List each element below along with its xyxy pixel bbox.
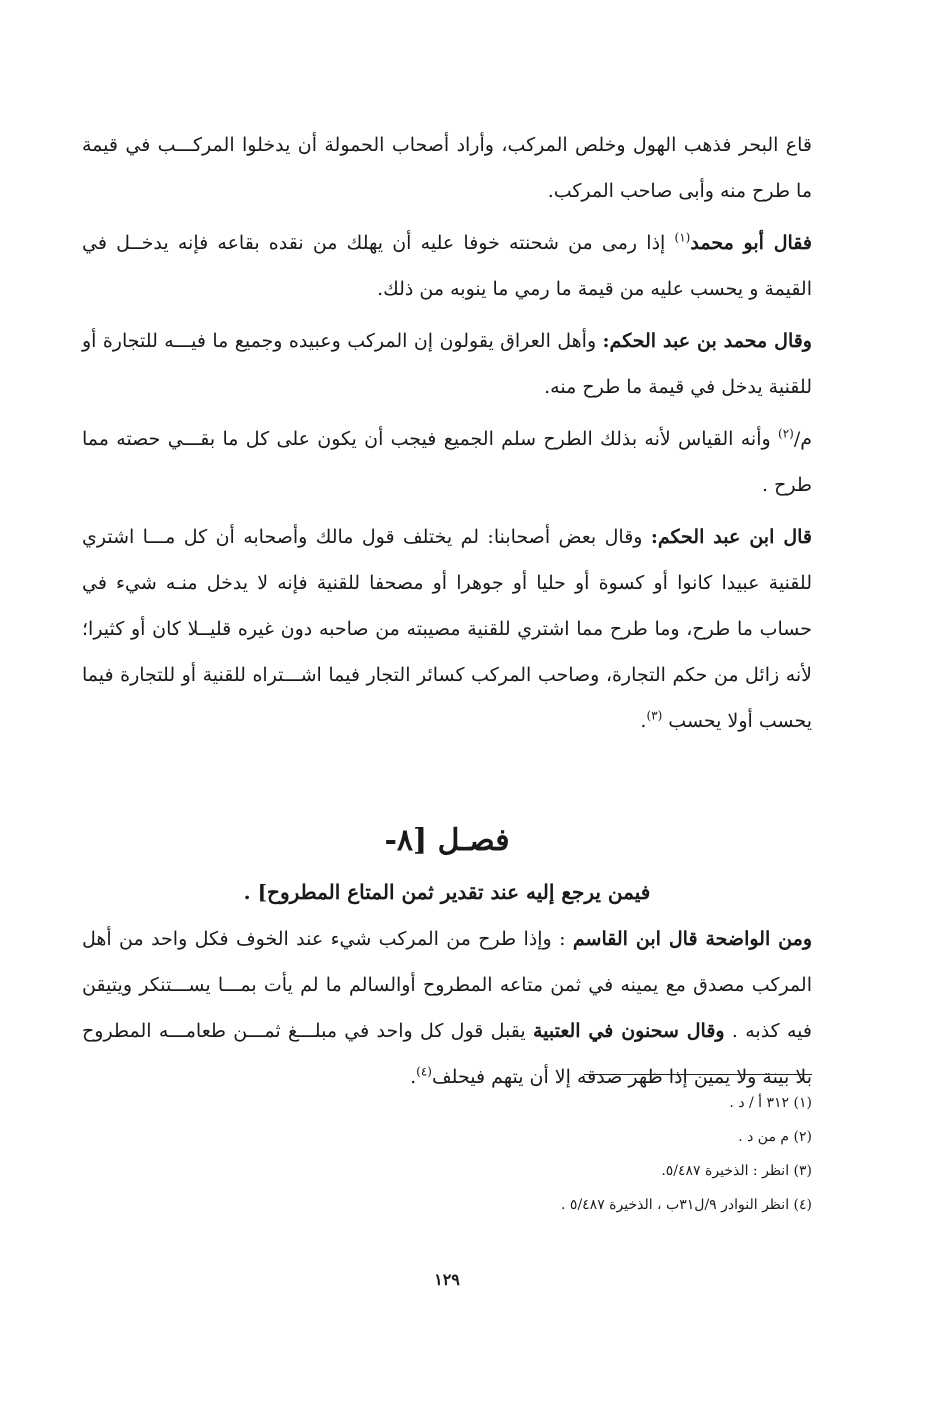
paragraph-5-lead: قال ابن عبد الحكم:	[650, 526, 812, 548]
paragraph-6-text-2: يقبل قول كل واحد في مبلـــغ ثمـــن طعامـــه المطروح بلا بينة ولا يمين إذا ظهر صدقه إلا أن يتهم فيحلف	[82, 1020, 812, 1088]
footnote-4: (٤) انظر النوادر ٩/ل٣١ب ، الذخيرة ٥/٤٨٧ .	[561, 1197, 812, 1213]
paragraph-3	[82, 318, 812, 410]
footnote-2: (٢) م من د .	[738, 1129, 812, 1145]
footnote-ref-1: (١)	[674, 230, 691, 245]
footnote-1: (١) ٣١٢ أ / د .	[729, 1095, 812, 1111]
footnote-ref-3: (٣)	[646, 708, 663, 723]
paragraph-4-lead: م/	[793, 428, 812, 450]
section-subtitle: فيمن يرجع إليه عند تقدير ثمن المتاع المطروح] .	[243, 880, 651, 904]
paragraph-5	[82, 514, 812, 744]
paragraph-4	[82, 416, 812, 508]
footnote-3: (٣) انظر : الذخيرة ٥/٤٨٧.	[661, 1163, 812, 1179]
paragraph-6-tail: .	[410, 1066, 417, 1088]
footnote-ref-4: (٤)	[416, 1064, 432, 1079]
paragraph-6	[82, 916, 812, 1100]
section-gap	[82, 750, 812, 790]
page	[82, 122, 812, 1403]
paragraph-1-text: قاع البحر فذهب الهول وخلص المركب، وأراد أصحاب الحمولة أن يدخلوا المركـــب في قيمة ما طرح منه وأبى صاحب المركب.	[82, 134, 812, 202]
paragraph-5-text: وقال بعض أصحابنا: لم يختلف قول مالك وأصحابه أن كل مـــا اشتري للقنية عبيدا كانوا أو كسوة أو حليا أو جوهرا أو مصحفا للقنية فإنه لا يدخل منـه شيء في حساب ما طرح، وما طرح مما اشتري للقنية مصيبته من صاحبه دون غيره قليــلا كان أو كثيرا؛ لأنه زائل من حكم التجارة، وصاحب المركب كسائر التجار فيما اشـــتراه للقنية أو للتجارة فيما يحسب أولا يحسب	[82, 526, 812, 732]
footnotes	[82, 1086, 812, 1222]
paragraph-2	[82, 220, 812, 312]
page-number: ١٢٩	[434, 1270, 460, 1289]
paragraph-3-lead: وقال محمد بن عبد الحكم:	[602, 330, 812, 352]
paragraph-5-tail: .	[640, 710, 647, 732]
section-heading: فصـل [٨-	[384, 823, 510, 858]
footnote-ref-2: (٢)	[778, 426, 794, 441]
paragraph-1	[82, 122, 812, 214]
footnote-divider	[584, 1074, 812, 1075]
paragraph-4-text: وأنه القياس لأنه بذلك الطرح سلم الجميع فيجب أن يكون على كل ما بقـــي حصته مما طرح .	[82, 428, 812, 496]
paragraph-6-lead-2: وقال سحنون في العتبية	[532, 1020, 725, 1042]
paragraph-2-text: إذا رمى من شحنته خوفا عليه أن يهلك من نقده بقاعه فإنه يدخــل في القيمة و يحسب عليه من قيمة ما رمي ما ينوبه من ذلك.	[82, 232, 812, 300]
paragraph-6-text: : وإذا طرح من المركب شيء عند الخوف فكل واحد من أهل المركب مصدق مع يمينه في ثمن متاعه المطروح أوالسالم ما لم يأت بمـــا يســـتنكر ويتيقن فيه كذبه .	[82, 928, 812, 1042]
paragraph-2-lead: فقال أبو محمد	[690, 232, 812, 254]
paragraph-3-text: وأهل العراق يقولون إن المركب وعبيده وجميع ما فيـــه للتجارة أو للقنية يدخل في قيمة ما طرح منه.	[82, 330, 812, 398]
paragraph-6-lead: ومن الواضحة قال ابن القاسم	[572, 928, 812, 950]
